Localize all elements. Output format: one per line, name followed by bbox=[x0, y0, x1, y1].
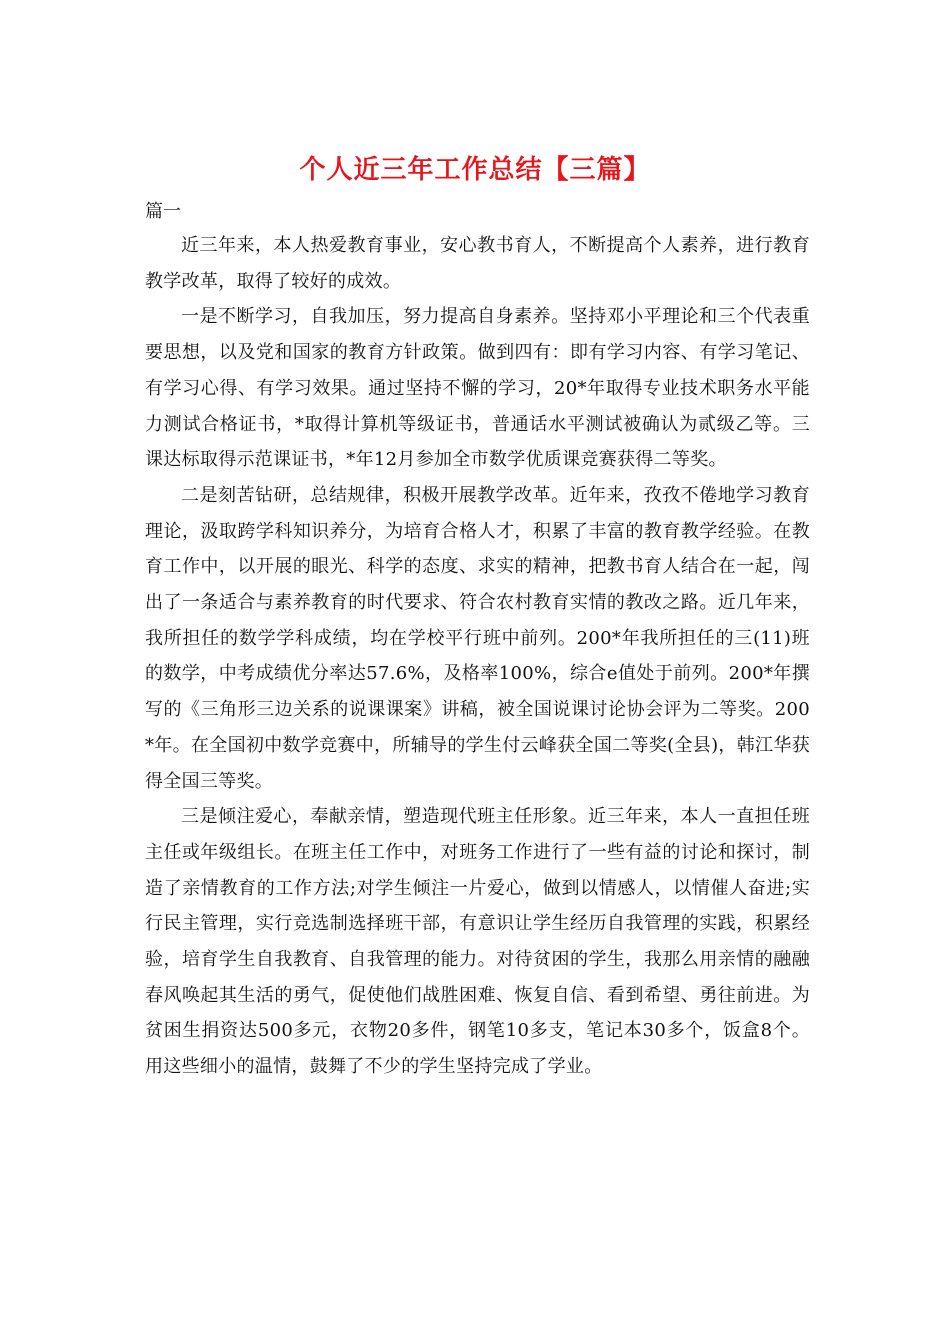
paragraph-point-two: 二是刻苦钻研，总结规律，积极开展教学改革。近年来，孜孜不倦地学习教育理论，汲取跨学科知识养分，为培育合格人才，积累了丰富的教育教学经验。在教育工作中，以开展的眼光、科学的态度、求实的精神，把教书育人结合在一起，闯出了一条适合与素养教育的时代要求、符合农村教育实情的教改之路。近几年来，我所担任的数学学科成绩，均在学校平行班中前列。200*年我所担任的三(11)班的数学，中考成绩优分率达57.6%，及格率100%，综合e值处于前列。200*年撰写的《三角形三边关系的说课课案》讲稿，被全国说课讨论协会评为二等奖。200*年。在全国初中数学竞赛中，所辅导的学生付云峰获全国二等奖(全县)，韩江华获得全国三等奖。 bbox=[145, 484, 810, 792]
paragraph-point-three: 三是倾注爱心，奉献亲情，塑造现代班主任形象。近三年来，本人一直担任班主任或年级组长。在班主任工作中，对班务工作进行了一些有益的讨论和探讨，制造了亲情教育的工作方法;对学生倾注一片爱心，做到以情感人，以情催人奋进;实行民主管理，实行竞选制选择班干部，有意识让学生经历自我管理的实践，积累经验，培育学生自我教育、自我管理的能力。对待贫困的学生，我那么用亲情的融融春风唤起其生活的勇气，促使他们战胜困难、恢复自信、看到希望、勇往前进。为贫困生捐资达500多元，衣物20多件，钢笔10多支，笔记本30多个，饭盒8个。用这些细小的温情，鼓舞了不少的学生坚持完成了学业。 bbox=[145, 806, 810, 1078]
document-body bbox=[145, 228, 810, 1085]
document-title: 个人近三年工作总结【三篇】 bbox=[299, 155, 651, 185]
section-label: 篇一 bbox=[145, 201, 181, 222]
paragraph-intro: 近三年来，本人热爱教育事业，安心教书育人，不断提高个人素养，进行教育教学改革，取得了较好的成效。 bbox=[145, 235, 810, 292]
paragraph-point-one: 一是不断学习，自我加压，努力提高自身素养。坚持邓小平理论和三个代表重要思想，以及党和国家的教育方针政策。做到四有：即有学习内容、有学习笔记、有学习心得、有学习效果。通过坚持不懈的学习，20*年取得专业技术职务水平能力测试合格证书，*取得计算机等级证书，普通话水平测试被确认为贰级乙等。三课达标取得示范课证书，*年12月参加全市数学优质课竞赛获得二等奖。 bbox=[145, 306, 810, 471]
